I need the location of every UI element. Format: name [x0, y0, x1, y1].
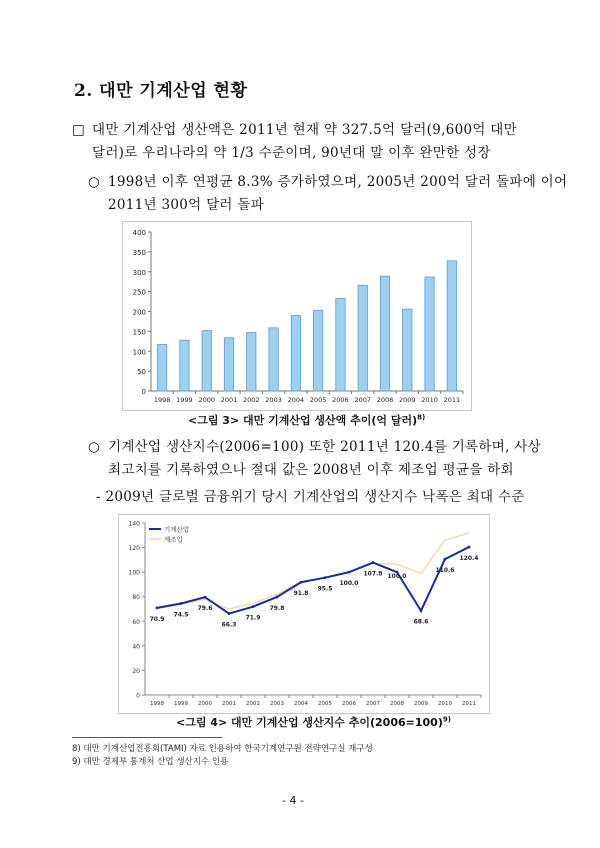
footnote-8: 8) 대만 기계산업진흥회(TAMI) 자료 인용하여 한국기계연구원 전략연구실 재구성	[72, 744, 373, 754]
dash-item: - 2009년 글로벌 금융위기 당시 기계산업의 생산지수 낙폭은 최대 수준	[96, 489, 525, 505]
bar	[269, 328, 278, 391]
circle-bullet: ○	[88, 174, 101, 190]
data-label: 107.8	[363, 570, 383, 578]
x-tick-label: 2008	[390, 701, 404, 707]
data-point	[468, 546, 471, 549]
x-tick-label: 2010	[421, 396, 438, 404]
x-tick-label: 2008	[376, 396, 394, 404]
bar	[447, 261, 456, 391]
data-label: 70.9	[149, 615, 165, 623]
paragraph-2-line-2: 2011년 300억 달러 돌파	[108, 197, 265, 213]
bar	[224, 338, 233, 391]
data-label: 68.6	[413, 618, 429, 626]
x-tick-label: 2006	[342, 701, 356, 707]
data-label: 120.4	[459, 555, 479, 563]
production-bar-chart	[123, 222, 471, 410]
data-point	[204, 596, 207, 599]
figure-3-caption-text: <그림 3> 대만 기계산업 생산액 추이(억 달러)	[188, 414, 418, 427]
data-label: 100.0	[339, 580, 359, 588]
y-tick-label: 150	[132, 328, 146, 337]
x-tick-label: 2011	[462, 701, 476, 707]
paragraph-3-line-1: 기계산업 생산지수(2006=100) 또한 2011년 120.4를 기록하며, 사상	[108, 439, 541, 455]
data-point	[228, 612, 231, 615]
data-point	[324, 576, 327, 579]
line-chart-frame	[118, 514, 490, 714]
x-tick-label: 2003	[270, 701, 284, 707]
bar	[425, 277, 434, 391]
data-label: 110.6	[435, 567, 455, 575]
section-heading: 2. 대만 기계산업 현황	[74, 81, 248, 101]
data-point	[300, 581, 303, 584]
footnote-9: 9) 대만 경제부 통계처 산업 생산지수 인용	[72, 757, 229, 767]
data-label: 79.8	[269, 604, 285, 612]
x-tick-label: 2009	[414, 701, 428, 707]
y-tick-label: 0	[141, 388, 146, 396]
x-tick-label: 2004	[294, 701, 308, 707]
data-point	[372, 561, 375, 564]
x-tick-label: 1999	[174, 701, 188, 707]
bar	[157, 344, 166, 391]
bar-chart-frame	[122, 221, 472, 411]
x-tick-label: 2002	[246, 701, 260, 707]
x-tick-label: 2005	[318, 701, 332, 707]
data-point	[276, 596, 279, 599]
x-tick-label: 1998	[153, 396, 171, 404]
production-index-line-chart	[119, 515, 489, 713]
circle-bullet: ○	[88, 439, 101, 455]
paragraph-2-line-1: 1998년 이후 연평균 8.3% 증가하였으며, 2005년 200억 달러 돌파에 이어	[108, 174, 568, 190]
bar	[313, 310, 322, 391]
bar	[202, 331, 211, 391]
x-tick-label: 2011	[443, 396, 461, 404]
figure-4-caption-text: <그림 4> 대만 기계산업 생산지수 추이(2006=100)	[176, 716, 443, 729]
y-tick-label: 200	[132, 308, 146, 317]
x-tick-label: 2000	[198, 701, 212, 707]
series-line-machinery	[157, 547, 469, 613]
y-tick-label: 120	[128, 545, 140, 553]
data-point	[420, 609, 423, 612]
data-label: 74.5	[173, 611, 189, 619]
x-tick-label: 2004	[287, 396, 305, 404]
bar	[358, 285, 367, 391]
data-point	[180, 602, 183, 605]
data-point	[348, 571, 351, 574]
x-tick-label: 2007	[354, 396, 371, 404]
y-tick-label: 60	[132, 618, 140, 626]
x-tick-label: 2006	[332, 396, 349, 404]
x-tick-label: 2005	[309, 396, 327, 404]
x-tick-label: 2009	[399, 396, 416, 404]
bar	[247, 333, 256, 391]
y-tick-label: 0	[136, 692, 140, 700]
data-label: 100.0	[387, 573, 407, 581]
figure-3-footnote-ref: 8)	[417, 413, 426, 422]
y-tick-label: 140	[128, 520, 140, 528]
data-label: 91.8	[293, 590, 309, 598]
x-tick-label: 2001	[222, 701, 236, 707]
y-tick-label: 80	[132, 594, 140, 602]
legend-label-manufacturing: 제조업	[164, 535, 183, 544]
y-tick-label: 250	[132, 288, 146, 297]
x-tick-label: 2000	[198, 396, 215, 404]
data-label: 79.6	[197, 605, 213, 613]
x-tick-label: 1999	[176, 396, 193, 404]
y-tick-label: 40	[132, 643, 140, 651]
y-tick-label: 20	[132, 667, 140, 675]
x-tick-label: 1998	[150, 701, 164, 707]
figure-4-footnote-ref: 9)	[442, 715, 451, 724]
y-tick-label: 100	[132, 348, 146, 357]
x-tick-label: 2002	[243, 396, 260, 404]
x-tick-label: 2007	[366, 701, 380, 707]
bar	[403, 309, 412, 391]
data-point	[252, 605, 255, 608]
bar	[336, 298, 345, 391]
figure-4-caption	[176, 714, 451, 730]
x-tick-label: 2003	[265, 396, 282, 404]
x-tick-label: 2001	[220, 396, 238, 404]
y-tick-label: 350	[132, 248, 146, 257]
figure-3-caption	[188, 412, 425, 428]
data-label: 71.9	[245, 614, 261, 622]
data-label: 95.5	[317, 585, 333, 593]
y-tick-label: 400	[132, 229, 146, 237]
bar	[291, 315, 300, 391]
bar	[380, 276, 389, 391]
paragraph-1-line-2: 달러)로 우리나라의 약 1/3 수준이며, 90년대 말 이후 완만한 성장	[92, 145, 491, 161]
paragraph-3-line-2: 최고치를 기록하였으나 절대 값은 2008년 이후 제조업 평균을 하회	[108, 462, 514, 478]
data-label: 66.3	[221, 621, 237, 629]
legend-label-machinery: 기계산업	[164, 525, 190, 534]
footnote-divider	[72, 737, 222, 738]
paragraph-1-line-1: 대만 기계산업 생산액은 2011년 현재 약 327.5억 달러(9,600억 대만	[92, 122, 517, 138]
y-tick-label: 100	[128, 569, 140, 577]
page-number: - 4 -	[282, 794, 304, 807]
x-tick-label: 2010	[438, 701, 452, 707]
y-tick-label: 300	[132, 268, 146, 277]
y-tick-label: 50	[137, 368, 146, 377]
data-point	[444, 558, 447, 561]
bar	[180, 340, 189, 391]
data-point	[156, 606, 159, 609]
square-bullet: □	[72, 122, 86, 138]
